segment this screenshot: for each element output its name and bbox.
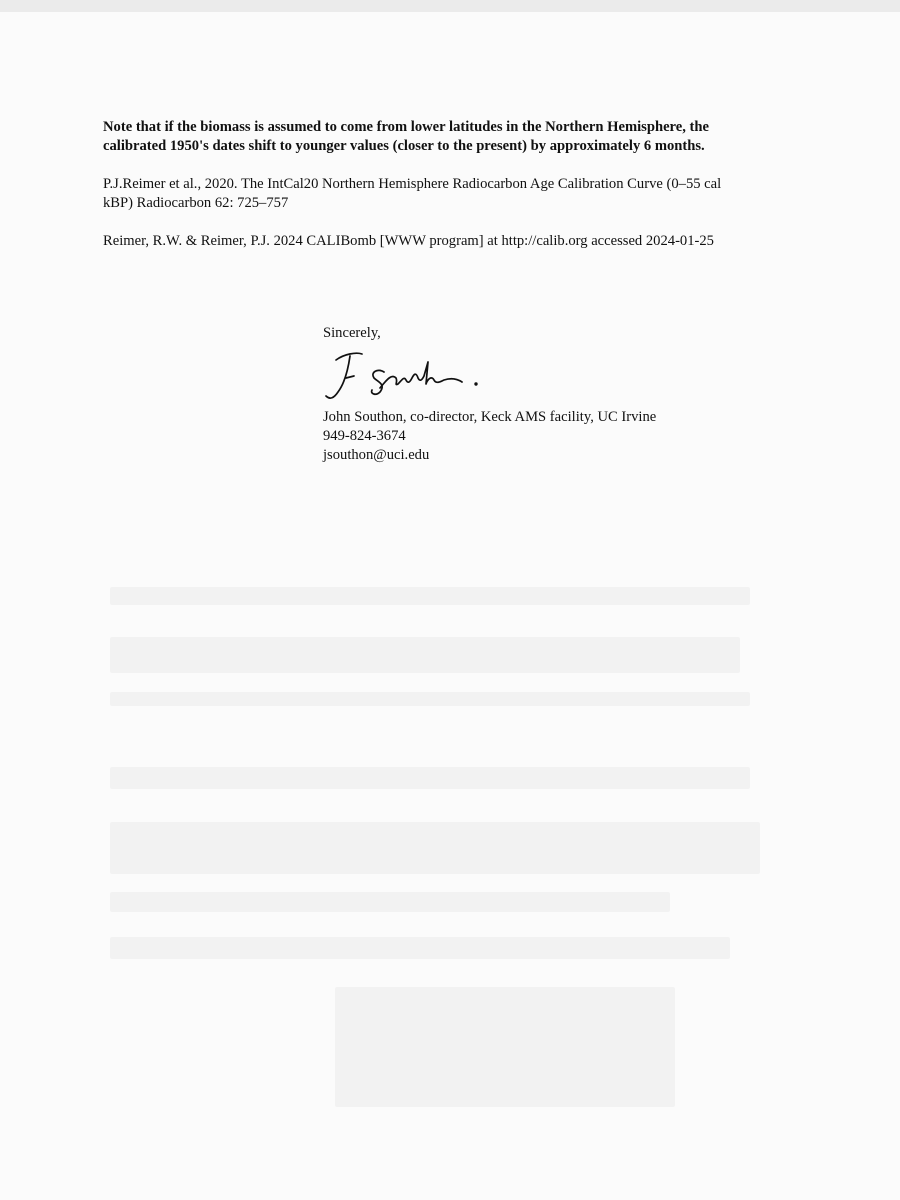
bleed-through-paragraph-shadow [110, 692, 750, 706]
handwritten-signature [322, 348, 502, 408]
reference-intcal20: P.J.Reimer et al., 2020. The IntCal20 Northern Hemisphere Radiocarbon Age Calibration Curve (0–55 cal kBP) Radiocarbon 62: 725–757 [103, 176, 722, 211]
bleed-through-paragraph-shadow [110, 892, 670, 912]
signer-phone: 949-824-3674 [323, 428, 406, 444]
reference-calibomb: Reimer, R.W. & Reimer, P.J. 2024 CALIBomb [WWW program] at http://calib.org accessed 2024-01-25 [103, 233, 714, 249]
signer-email[interactable]: jsouthon@uci.edu [323, 447, 430, 463]
bleed-through-table-shadow [110, 587, 750, 605]
bleed-through-table-shadow [110, 637, 740, 673]
letter-body [103, 118, 723, 251]
calibration-note: Note that if the biomass is assumed to come from lower latitudes in the Northern Hemisphere, the calibrated 1950's dates shift to younger values (closer to the present) by approximately 6 months. [103, 119, 709, 154]
signature-dot [474, 382, 477, 385]
closing-salutation: Sincerely, [323, 325, 381, 341]
signer-name-title: John Southon, co-director, Keck AMS facility, UC Irvine [323, 409, 657, 425]
bleed-through-signature-shadow [335, 987, 675, 1107]
letter-page [0, 12, 900, 1200]
bleed-through-paragraph-shadow [110, 767, 750, 789]
bleed-through-paragraph-shadow [110, 937, 730, 959]
bleed-through-paragraph-shadow [110, 822, 760, 874]
signature-block [323, 408, 656, 465]
